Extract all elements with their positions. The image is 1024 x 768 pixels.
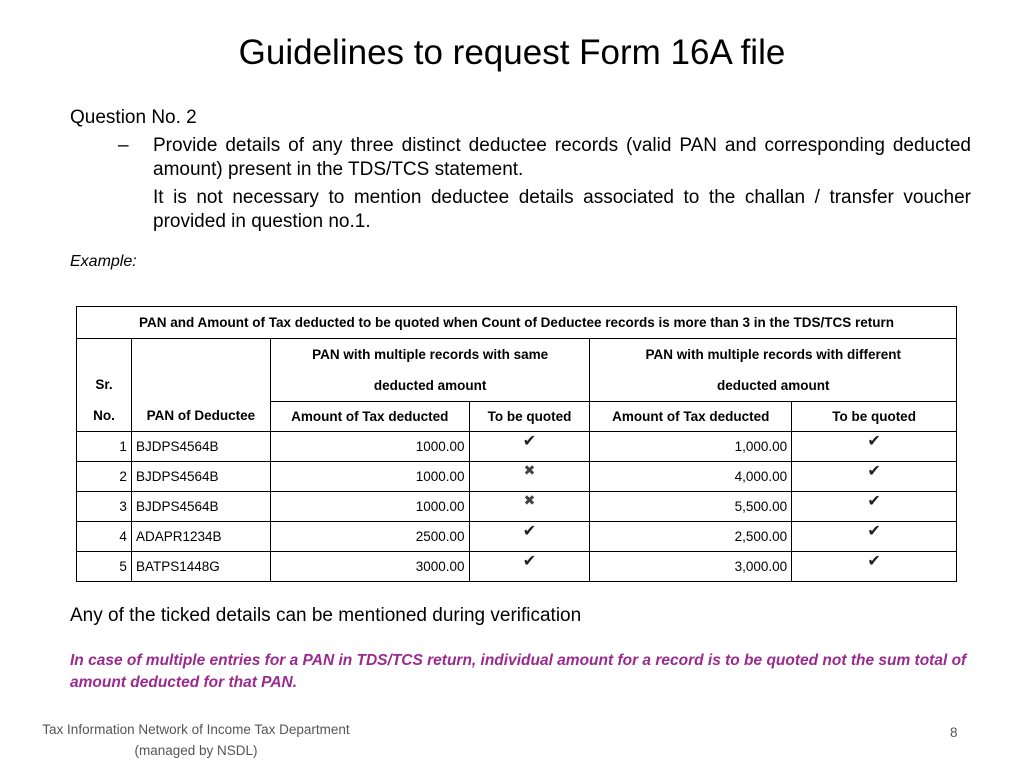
cell-quoted-same xyxy=(469,552,590,582)
cell-sr: 4 xyxy=(77,522,132,552)
cell-amount-diff: 3,000.00 xyxy=(590,552,792,582)
cell-amount-same: 1000.00 xyxy=(270,492,469,522)
cell-quoted-diff xyxy=(792,492,957,522)
col-amount-same: Amount of Tax deducted xyxy=(270,402,469,432)
slide-title: Guidelines to request Form 16A file xyxy=(238,33,786,72)
example-label: Example: xyxy=(70,253,137,270)
footer-line-1: Tax Information Network of Income Tax Department xyxy=(42,722,350,737)
cell-pan: BATPS1448G xyxy=(131,552,270,582)
sr-header-bottom: No. xyxy=(93,408,115,423)
col-amount-diff: Amount of Tax deducted xyxy=(590,402,792,432)
cell-quoted-same xyxy=(469,432,590,462)
cell-sr: 2 xyxy=(77,462,132,492)
group-diff-header xyxy=(590,339,957,402)
table-caption: PAN and Amount of Tax deducted to be quoted when Count of Deductee records is more than 3 in the TDS/TCS return xyxy=(77,307,957,339)
table-row xyxy=(77,492,957,522)
bullet-block xyxy=(118,134,971,234)
multiple-entries-note: In case of multiple entries for a PAN in TDS/TCS return, individual amount for a record is to be quoted not the sum total of amount deducted for that PAN. xyxy=(70,652,967,691)
check-icon: ✔ xyxy=(867,522,881,540)
check-icon: ✔ xyxy=(867,462,881,480)
cell-quoted-diff xyxy=(792,552,957,582)
cell-quoted-same xyxy=(469,492,590,522)
cell-pan: BJDPS4564B xyxy=(131,492,270,522)
group-diff-line-1: PAN with multiple records with different xyxy=(645,347,901,362)
table-row xyxy=(77,462,957,492)
pan-header: PAN of Deductee xyxy=(131,339,270,432)
bullet-dash: – xyxy=(118,135,129,156)
check-icon: ✔ xyxy=(522,552,537,570)
check-icon: ✔ xyxy=(867,432,881,450)
sr-header xyxy=(77,339,132,432)
table-row xyxy=(77,432,957,462)
cell-amount-diff: 1,000.00 xyxy=(590,432,792,462)
cell-quoted-same xyxy=(469,522,590,552)
cell-quoted-diff xyxy=(792,462,957,492)
ticked-note: Any of the ticked details can be mentioned during verification xyxy=(70,605,582,626)
cell-sr: 5 xyxy=(77,552,132,582)
col-quoted-same: To be quoted xyxy=(469,402,590,432)
group-same-line-2: deducted amount xyxy=(373,378,487,393)
check-icon: ✔ xyxy=(522,522,537,540)
check-icon: ✔ xyxy=(867,492,881,510)
cross-icon: ✖ xyxy=(523,462,536,478)
group-same-header xyxy=(270,339,590,402)
cell-amount-diff: 4,000.00 xyxy=(590,462,792,492)
cell-pan: BJDPS4564B xyxy=(131,432,270,462)
check-icon: ✔ xyxy=(522,432,537,450)
cell-amount-same: 3000.00 xyxy=(270,552,469,582)
cell-amount-diff: 2,500.00 xyxy=(590,522,792,552)
cell-sr: 1 xyxy=(77,432,132,462)
cell-amount-same: 2500.00 xyxy=(270,522,469,552)
table-row xyxy=(77,552,957,582)
cell-quoted-diff xyxy=(792,432,957,462)
cell-amount-same: 1000.00 xyxy=(270,432,469,462)
check-icon: ✔ xyxy=(867,552,881,570)
cell-quoted-same xyxy=(469,462,590,492)
cell-quoted-diff xyxy=(792,522,957,552)
table-caption-row xyxy=(77,307,957,339)
deductee-table xyxy=(76,306,957,582)
table-body xyxy=(77,432,957,582)
cell-amount-diff: 5,500.00 xyxy=(590,492,792,522)
group-diff-line-2: deducted amount xyxy=(716,378,830,393)
sr-header-top: Sr. xyxy=(95,377,113,392)
bullet-para-1: Provide details of any three distinct deductee records (valid PAN and corresponding deducted amount) present in the TDS/TCS statement. xyxy=(153,135,971,180)
cell-pan: ADAPR1234B xyxy=(131,522,270,552)
footer xyxy=(14,719,378,761)
cross-icon: ✖ xyxy=(523,492,536,508)
col-quoted-diff: To be quoted xyxy=(792,402,957,432)
question-label: Question No. 2 xyxy=(70,107,197,128)
bullet-para-2: It is not necessary to mention deductee details associated to the challan / transfer voucher provided in question no.1. xyxy=(153,187,971,232)
cell-amount-same: 1000.00 xyxy=(270,462,469,492)
cell-pan: BJDPS4564B xyxy=(131,462,270,492)
footer-line-2: (managed by NSDL) xyxy=(134,743,258,758)
group-same-line-1: PAN with multiple records with same xyxy=(312,347,549,362)
table-group-row xyxy=(77,339,957,402)
cell-sr: 3 xyxy=(77,492,132,522)
table-row xyxy=(77,522,957,552)
page-number: 8 xyxy=(950,725,958,740)
